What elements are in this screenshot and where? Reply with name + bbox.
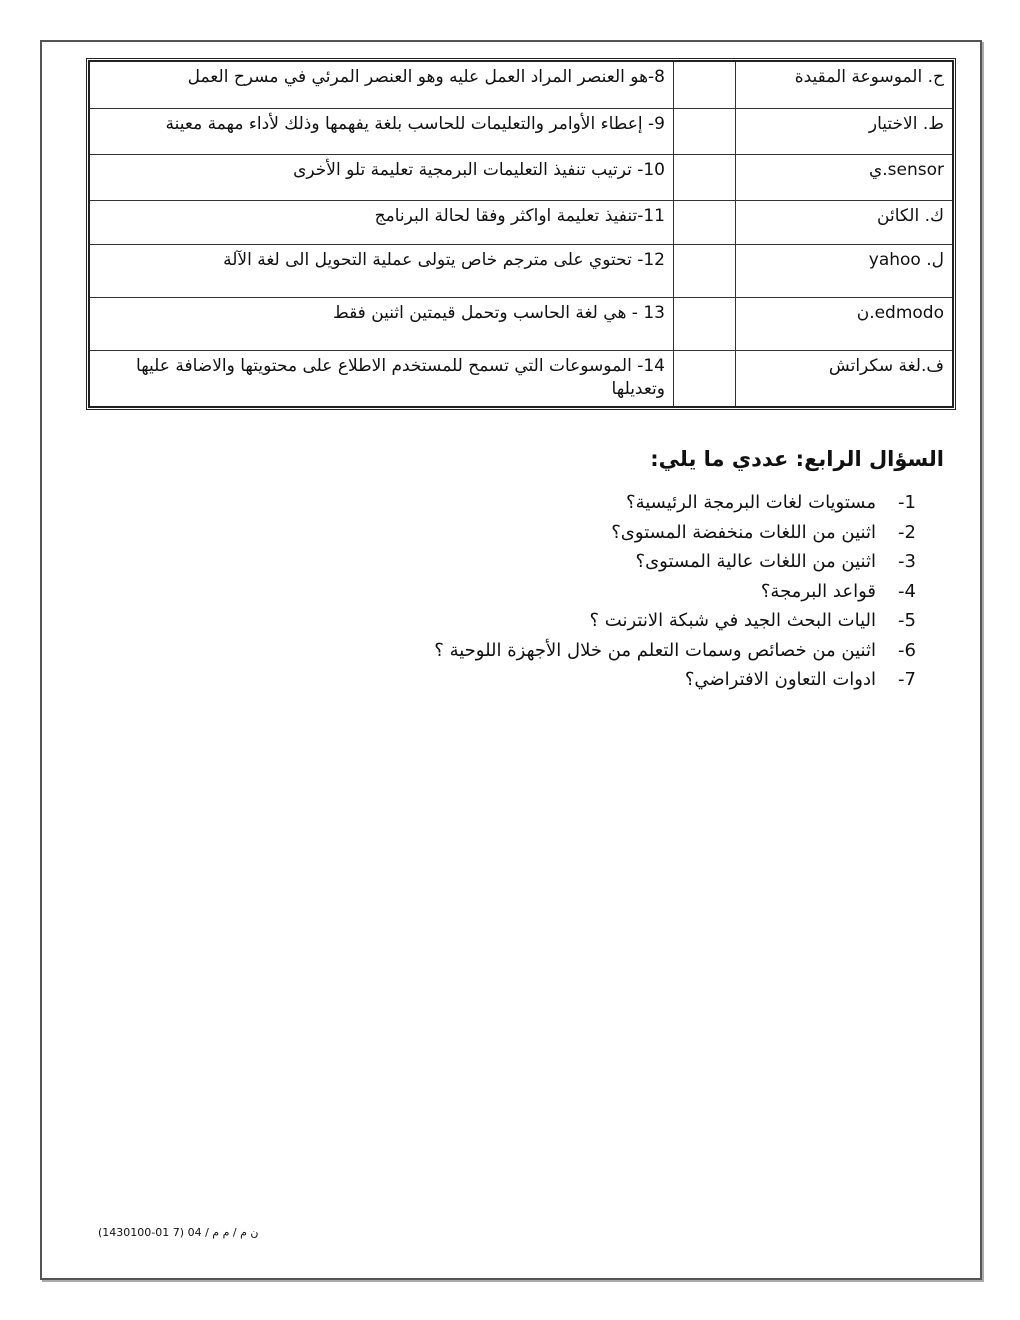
definition-cell: 13 - هي لغة الحاسب وتحمل قيمتين اثنين فقط <box>89 298 674 351</box>
item-text: مستويات لغات البرمجة الرئيسية؟ <box>626 492 876 513</box>
item-text: اثنين من اللغات عالية المستوى؟ <box>635 551 876 572</box>
footer-document-code: ن م / م م / 04 (7 01-1430100) <box>98 1226 259 1239</box>
answer-blank-cell[interactable] <box>674 155 736 201</box>
table-row <box>89 201 953 245</box>
definition-cell: 11-تنفيذ تعليمة اواكثر وفقا لحالة البرنامج <box>89 201 674 245</box>
term-cell: ح. الموسوعة المقيدة <box>736 61 954 109</box>
answer-blank-cell[interactable] <box>674 245 736 298</box>
table-row <box>89 298 953 351</box>
list-item <box>316 636 916 666</box>
item-text: اثنين من خصائص وسمات التعلم من خلال الأجهزة اللوحية ؟ <box>434 639 876 661</box>
table-row <box>89 245 953 298</box>
item-text: قواعد البرمجة؟ <box>760 580 876 602</box>
item-text: اثنين من اللغات منخفضة المستوى؟ <box>611 521 876 543</box>
term-cell: ط. الاختيار <box>736 109 954 155</box>
table-row <box>89 155 953 201</box>
item-number: 7- <box>898 669 916 690</box>
term-cell: sensor.ي <box>736 155 954 201</box>
definition-cell: 10- ترتيب تنفيذ التعليمات البرمجية تعليمة تلو الأخرى <box>89 155 674 201</box>
item-number: 5- <box>898 610 916 631</box>
list-item <box>316 488 916 518</box>
definition-cell: 9- إعطاء الأوامر والتعليمات للحاسب بلغة يفهمها وذلك لأداء مهمة معينة <box>89 109 674 155</box>
question-4-title: السؤال الرابع: عددي ما يلي: <box>650 447 944 471</box>
table-row <box>89 61 953 109</box>
answer-blank-cell[interactable] <box>674 61 736 109</box>
list-item <box>316 577 916 607</box>
answer-blank-cell[interactable] <box>674 298 736 351</box>
term-cell: edmodo.ن <box>736 298 954 351</box>
list-item <box>316 665 916 695</box>
term-cell: ل. yahoo <box>736 245 954 298</box>
list-item <box>316 547 916 577</box>
definition-cell: 12- تحتوي على مترجم خاص يتولى عملية التحويل الى لغة الآلة <box>89 245 674 298</box>
list-item <box>316 518 916 548</box>
item-text: ادوات التعاون الافتراضي؟ <box>684 669 876 690</box>
term-cell: ك. الكائن <box>736 201 954 245</box>
answer-blank-cell[interactable] <box>674 201 736 245</box>
answer-blank-cell[interactable] <box>674 351 736 408</box>
table-row <box>89 351 953 408</box>
matching-table <box>88 60 954 408</box>
question-4-list <box>316 488 916 695</box>
list-item <box>316 606 916 636</box>
table-row <box>89 109 953 155</box>
item-number: 6- <box>898 639 916 661</box>
item-number: 1- <box>898 492 916 513</box>
item-number: 4- <box>898 580 916 602</box>
item-number: 3- <box>898 551 916 572</box>
answer-blank-cell[interactable] <box>674 109 736 155</box>
definition-cell: 14- الموسوعات التي تسمح للمستخدم الاطلاع على محتويتها والاضافة عليها وتعديلها <box>89 351 674 408</box>
item-text: اليات البحث الجيد في شبكة الانترنت ؟ <box>589 610 876 631</box>
term-cell: ف.لغة سكراتش <box>736 351 954 408</box>
item-number: 2- <box>898 521 916 543</box>
definition-cell: 8-هو العنصر المراد العمل عليه وهو العنصر المرئي في مسرح العمل <box>89 61 674 109</box>
